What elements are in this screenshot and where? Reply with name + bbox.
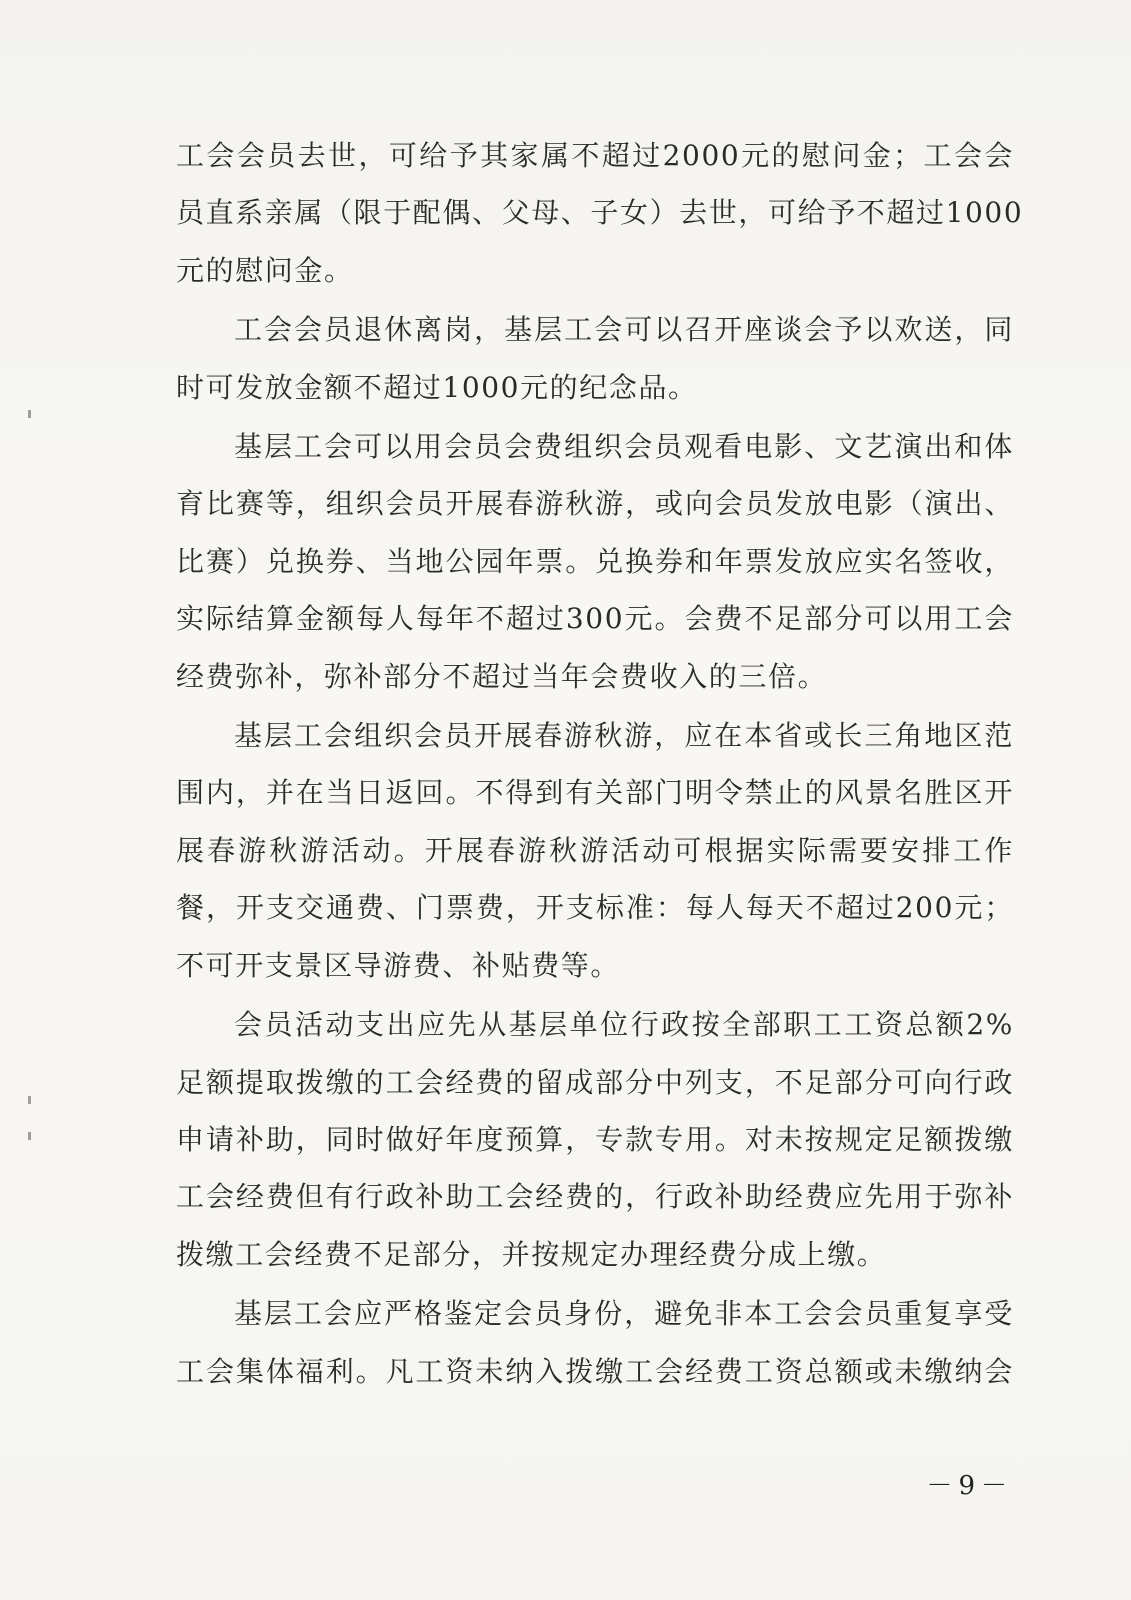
- text-line: 比赛）兑换券、当地公园年票。兑换券和年票发放应实名签收，: [176, 544, 1014, 578]
- text-line: 时可发放金额不超过1000元的纪念品。: [176, 370, 698, 404]
- text-line: 基层工会组织会员开展春游秋游，应在本省或长三角地区范: [234, 719, 1014, 753]
- text-line: 餐，开支交通费、门票费，开支标准：每人每天不超过200元；: [176, 891, 1014, 925]
- scan-edge-mark: [28, 1096, 31, 1104]
- paragraph-spring-autumn-outing: [176, 707, 1014, 994]
- text-line: 育比赛等，组织会员开展春游秋游，或向会员发放电影（演出、: [176, 487, 1014, 521]
- text-line: 工会会员退休离岗，基层工会可以召开座谈会予以欢送，同: [234, 313, 1014, 347]
- text-line: 经费弥补，弥补部分不超过当年会费收入的三倍。: [176, 659, 828, 693]
- paragraph-condolence: [176, 127, 1024, 299]
- text-line: 工会会员去世，可给予其家属不超过2000元的慰问金；工会会: [176, 139, 1014, 172]
- scan-edge-mark: [28, 1132, 31, 1140]
- text-line: 基层工会应严格鉴定会员身份，避免非本工会会员重复享受: [234, 1297, 1014, 1331]
- paragraph-cultural-activities: [176, 418, 1014, 705]
- page-number: －9－: [926, 1471, 1013, 1501]
- text-line: 围内，并在当日返回。不得到有关部门明令禁止的风景名胜区开: [176, 776, 1014, 810]
- paragraph-funding: [176, 996, 1014, 1283]
- text-line: 员直系亲属（限于配偶、父母、子女）去世，可给予不超过1000: [176, 196, 1024, 230]
- text-line: 展春游秋游活动。开展春游秋游活动可根据实际需要安排工作: [176, 833, 1014, 867]
- text-line: 元的慰问金。: [176, 253, 354, 287]
- text-line: 申请补助，同时做好年度预算，专款专用。对未按规定足额拨缴: [176, 1122, 1014, 1156]
- paragraph-retirement: [176, 301, 1014, 416]
- text-line: 基层工会可以用会员会费组织会员观看电影、文艺演出和体: [234, 430, 1014, 464]
- paragraph-membership-verification: [176, 1285, 1014, 1400]
- text-line: 不可开支景区导游费、补贴费等。: [176, 948, 621, 982]
- text-line: 实际结算金额每人每年不超过300元。会费不足部分可以用工会: [176, 602, 1014, 636]
- text-line: 工会集体福利。凡工资未纳入拨缴工会经费工资总额或未缴纳会: [176, 1354, 1014, 1388]
- body-text: [176, 127, 1024, 1402]
- text-line: 工会经费但有行政补助工会经费的，行政补助经费应先用于弥补: [176, 1180, 1014, 1214]
- text-line: 会员活动支出应先从基层单位行政按全部职工工资总额2%: [234, 1008, 1014, 1042]
- scan-edge-mark: [28, 410, 31, 418]
- text-line: 拨缴工会经费不足部分，并按规定办理经费分成上缴。: [176, 1237, 887, 1271]
- text-line: 足额提取拨缴的工会经费的留成部分中列支，不足部分可向行政: [176, 1065, 1014, 1099]
